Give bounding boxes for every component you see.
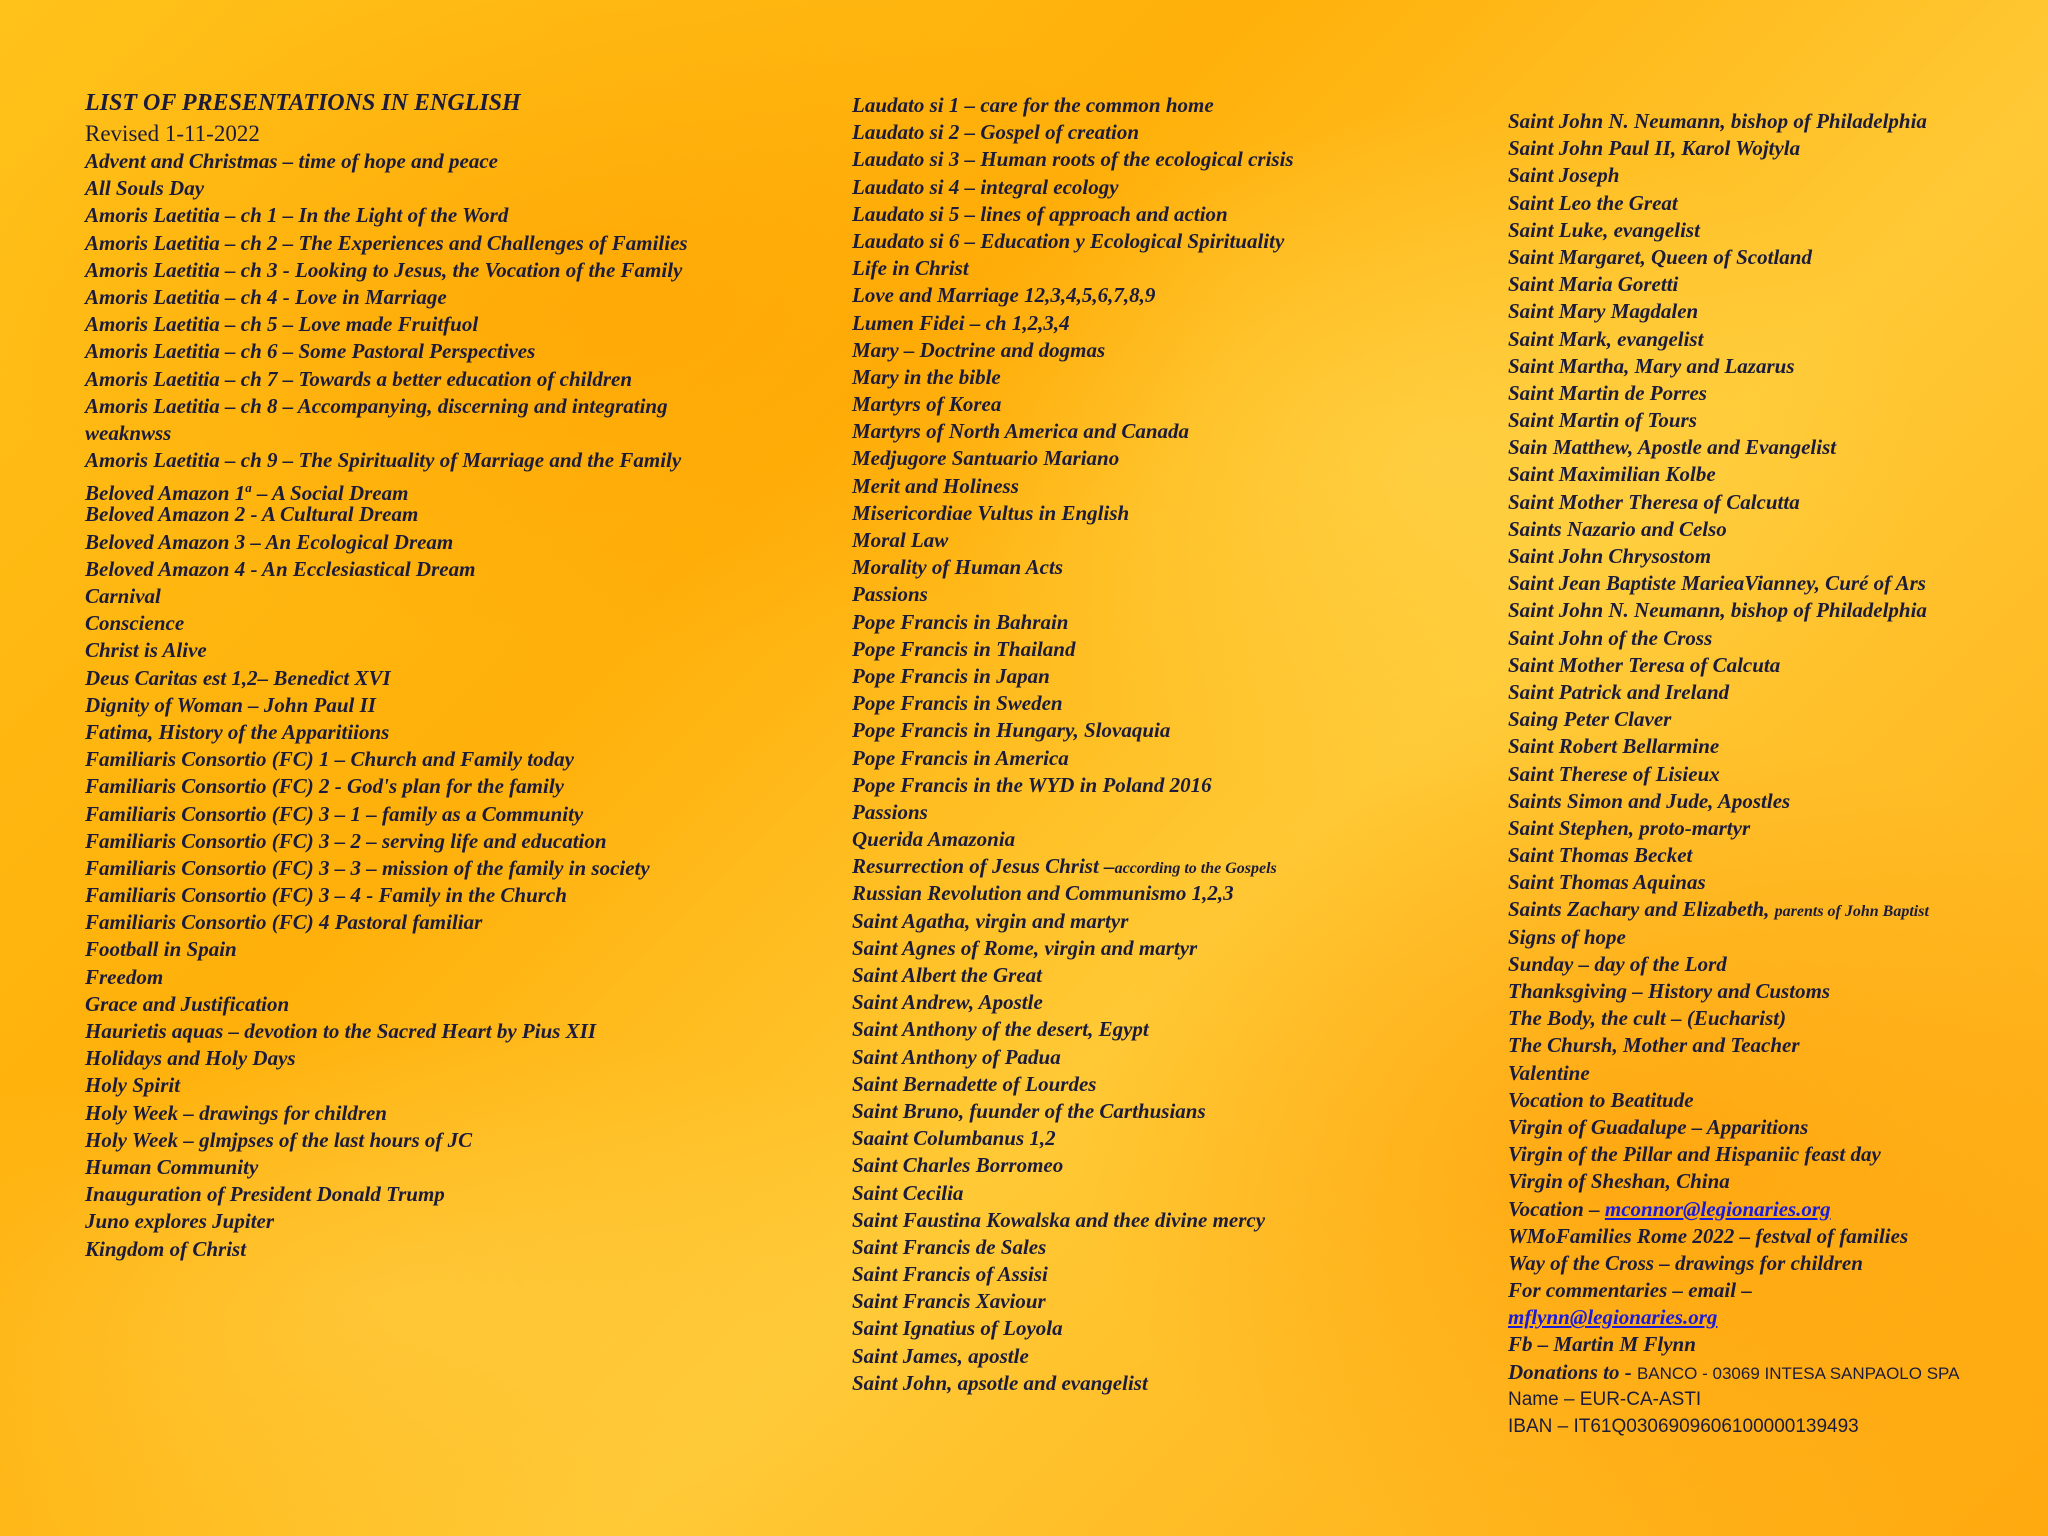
list-item: Valentine — [1508, 1060, 1590, 1085]
list-item: Laudato si 6 – Education y Ecological Spirituality — [852, 228, 1285, 253]
list-title: LIST OF PRESENTATIONS IN ENGLISH — [85, 90, 521, 116]
commentaries-email-line — [1508, 1304, 2028, 1331]
list-item: Amoris Laetitia – ch 4 - Love in Marriage — [85, 284, 447, 309]
list-item: Laudato si 1 – care for the common home — [852, 93, 1214, 117]
list-item: Merit and Holiness — [852, 473, 1019, 498]
list-item: Amoris Laetitia – ch 7 – Towards a better education of children — [85, 366, 632, 391]
list-item: Laudato si 5 – lines of approach and action — [852, 201, 1228, 226]
list-item: Amoris Laetitia – ch 8 – Accompanying, discerning and integrating — [85, 393, 668, 418]
list-item: Saint John N. Neumann, bishop of Philadelphia — [1508, 598, 1927, 623]
list-item-resurrection — [852, 853, 1372, 880]
list-item: Familiaris Consortio (FC) 4 Pastoral familiar — [85, 910, 483, 935]
list-item: Dignity of Woman – John Paul II — [85, 692, 376, 717]
amazon1-superscript: a — [245, 480, 252, 496]
list-item: Saint Mark, evangelist — [1508, 326, 1704, 351]
list-item: Saint Maximilian Kolbe — [1508, 462, 1716, 487]
list-item: Conscience — [85, 611, 185, 636]
list-item: weaknwss — [85, 420, 172, 445]
list-item: Saint Francis Xaviour — [852, 1289, 1046, 1314]
list-item: Martyrs of North America and Canada — [852, 419, 1190, 444]
list-item: Saint Albert the Great — [852, 963, 1042, 987]
list-item: Saint Margaret, Queen of Scotland — [1508, 244, 1812, 269]
list-item: Pope Francis in Thailand — [852, 636, 1076, 661]
zachary-text: Saints Zachary and Elizabeth, — [1508, 897, 1775, 922]
list-item: Virgin of the Pillar and Hispaniic feast day — [1508, 1142, 1881, 1167]
list-item: Fatima, History of the Apparitiions — [85, 719, 390, 744]
list-item: Familiaris Consortio (FC) 3 – 3 – mission of the family in society — [85, 855, 650, 880]
donations-bank: BANCO - 03069 INTESA SANPAOLO SPA — [1636, 1363, 1960, 1383]
list-item: Holy Week – drawings for children — [85, 1100, 387, 1125]
list-item: Saint Leo the Great — [1508, 190, 1678, 215]
list-item: Laudato si 4 – integral ecology — [852, 174, 1119, 199]
list-item: Querida Amazonia — [852, 827, 1016, 852]
list-item: Martyrs of Korea — [852, 392, 1002, 417]
list-item: Freedom — [85, 964, 164, 989]
list-item: Vocation to Beatitude — [1508, 1087, 1694, 1112]
list-item: Signs of hope — [1508, 924, 1626, 949]
list-item: Saint Mother Teresa of Calcuta — [1508, 652, 1781, 677]
list-item: Sain Matthew, Apostle and Evangelist — [1508, 435, 1837, 460]
list-item: Pope Francis in Sweden — [852, 691, 1063, 716]
list-item: Saint Bernadette of Lourdes — [852, 1071, 1097, 1096]
list-item: Pope Francis in Hungary, Slovaquia — [852, 718, 1171, 743]
list-item: Moral Law — [852, 528, 949, 552]
list-item: Saint John Paul II, Karol Wojtyla — [1508, 136, 1801, 161]
list-item: Life in Christ — [852, 256, 969, 281]
col1-list-b — [85, 501, 785, 1262]
list-item: Saint Martin of Tours — [1508, 408, 1697, 433]
list-item: Amoris Laetitia – ch 2 – The Experiences and Challenges of Families — [85, 230, 688, 255]
list-item: Advent and Christmas – time of hope and peace — [85, 149, 499, 173]
list-item: Beloved Amazon 3 – An Ecological Dream — [85, 529, 454, 554]
zachary-note: parents of John Baptist — [1774, 903, 1929, 921]
list-item: Medjugore Santuario Mariano — [852, 446, 1120, 471]
list-item: Saint Martin de Porres — [1508, 380, 1707, 405]
list-item: Human Community — [85, 1154, 259, 1179]
column-1 — [85, 88, 785, 1263]
list-item: Saint Thomas Aquinas — [1508, 870, 1706, 895]
list-item: Familiaris Consortio (FC) 1 – Church and Family today — [85, 747, 574, 772]
name-line: Name – EUR-CA-ASTI — [1508, 1388, 1702, 1410]
list-item: Saint Therese of Lisieux — [1508, 761, 1720, 786]
list-item: Saint Francis de Sales — [852, 1234, 1047, 1259]
list-item: Saint Joseph — [1508, 163, 1620, 188]
list-item: All Souls Day — [85, 176, 205, 201]
list-item: Saint Jean Baptiste MarieaVianney, Curé of Ars — [1508, 571, 1926, 596]
list-item-way-of-cross: Way of the Cross – drawings for children — [1508, 1250, 1863, 1275]
vocation-email-link[interactable]: mconnor@legionaries.org — [1604, 1196, 1831, 1221]
list-item: Virgin of Guadalupe – Apparitions — [1508, 1114, 1809, 1139]
list-item: Saint Bruno, fuunder of the Carthusians — [852, 1098, 1206, 1123]
list-item: Holidays and Holy Days — [85, 1046, 296, 1071]
list-item: The Body, the cult – (Eucharist) — [1508, 1006, 1787, 1031]
list-item: Saint Martha, Mary and Lazarus — [1508, 353, 1795, 378]
list-item: Saint Faustina Kowalska and thee divine mercy — [852, 1207, 1266, 1232]
list-item-beloved-amazon-1 — [85, 474, 785, 506]
column-3 — [1508, 108, 2028, 1440]
list-item: Saint Maria Goretti — [1508, 272, 1679, 297]
list-item: Russian Revolution and Communismo 1,2,3 — [852, 881, 1234, 906]
commentaries-email-link[interactable]: mflynn@legionaries.org — [1508, 1305, 1718, 1330]
resurrection-text: Resurrection of Jesus Christ – — [852, 854, 1115, 879]
col2-list-a — [852, 92, 1372, 853]
list-item: Saints Nazario and Celso — [1508, 516, 1727, 541]
list-item: Passions — [852, 582, 928, 607]
list-item: Saint Ignatius of Loyola — [852, 1316, 1063, 1341]
list-item: Saint Luke, evangelist — [1508, 217, 1700, 242]
list-item: Passions — [852, 799, 928, 824]
list-item: Saint Francis of Assisi — [852, 1262, 1048, 1287]
facebook-line: Fb – Martin M Flynn — [1508, 1332, 1696, 1357]
list-item: Christ is Alive — [85, 638, 207, 663]
list-item: Saint Thomas Becket — [1508, 843, 1693, 868]
list-item: Pope Francis in Bahrain — [852, 609, 1069, 634]
list-item: Amoris Laetitia – ch 5 – Love made Fruitfuol — [85, 312, 479, 337]
list-item: Familiaris Consortio (FC) 3 – 2 – serving life and education — [85, 828, 607, 853]
list-item: Saint Charles Borromeo — [852, 1153, 1064, 1178]
list-item: Saint John of the Cross — [1508, 625, 1713, 650]
list-item: Familiaris Consortio (FC) 2 - God's plan for the family — [85, 774, 564, 799]
list-item: Familiaris Consortio (FC) 3 – 1 – family as a Community — [85, 801, 584, 826]
list-item-zachary — [1508, 896, 2028, 923]
list-item: Saint Robert Bellarmine — [1508, 734, 1720, 759]
list-item: Saint James, apostle — [852, 1343, 1029, 1368]
list-item: Sunday – day of the Lord — [1508, 951, 1727, 976]
list-item: Saints Simon and Jude, Apostles — [1508, 788, 1791, 813]
list-item: Amoris Laetitia – ch 9 – The Spirituality of Marriage and the Family — [85, 448, 682, 473]
list-item: Morality of Human Acts — [852, 555, 1063, 580]
vocation-label: Vocation – — [1508, 1196, 1605, 1221]
list-item: Saint Cecilia — [852, 1180, 964, 1205]
donations-label: Donations to - — [1508, 1359, 1637, 1384]
list-item: Saaint Columbanus 1,2 — [852, 1126, 1056, 1151]
amazon1-subtitle: – A Social Dream — [251, 481, 409, 506]
iban-line: IBAN – IT61Q0306909606100000139493 — [1508, 1416, 1859, 1437]
list-item: Love and Marriage 12,3,4,5,6,7,8,9 — [852, 283, 1156, 308]
list-item: Kingdom of Christ — [85, 1236, 247, 1261]
list-item-wmof: WMoFamilies Rome 2022 – festval of families — [1508, 1223, 1909, 1248]
list-item: Inauguration of President Donald Trump — [85, 1182, 445, 1207]
list-item: Mary in the bible — [852, 364, 1001, 389]
list-item: Holy Spirit — [85, 1073, 181, 1098]
revised-date: Revised 1-11-2022 — [85, 121, 260, 146]
list-item: Saing Peter Claver — [1508, 707, 1672, 732]
col2-list-b — [852, 880, 1372, 1397]
list-item: Holy Week – glmjpses of the last hours of JC — [85, 1127, 473, 1152]
resurrection-note: according to the Gospels — [1114, 860, 1277, 878]
list-item: Mary – Doctrine and dogmas — [852, 337, 1106, 362]
list-item: Juno explores Jupiter — [85, 1209, 275, 1234]
list-item: Grace and Justification — [85, 991, 290, 1016]
list-item: Saint Agnes of Rome, virgin and martyr — [852, 935, 1198, 960]
list-item: Amoris Laetitia – ch 1 – In the Light of the Word — [85, 203, 509, 228]
donations-line — [1508, 1359, 2028, 1386]
amazon1-text: Beloved Amazon 1 — [85, 481, 246, 506]
list-item: Saint Andrew, Apostle — [852, 990, 1043, 1015]
list-item: Laudato si 2 – Gospel of creation — [852, 120, 1139, 145]
list-item: Saint John Chrysostom — [1508, 544, 1712, 568]
list-item: Saint Stephen, proto-martyr — [1508, 815, 1751, 840]
list-item: Haurietis aquas – devotion to the Sacred Heart by Pius XII — [85, 1019, 597, 1043]
list-item: Saint John, apsotle and evangelist — [852, 1370, 1148, 1395]
list-item: Saint Mother Theresa of Calcutta — [1508, 489, 1800, 514]
col1-list-a — [85, 148, 785, 474]
list-item: Saint Anthony of the desert, Egypt — [852, 1017, 1149, 1042]
list-item: Pope Francis in Japan — [852, 663, 1050, 688]
list-item: Pope Francis in the WYD in Poland 2016 — [852, 772, 1212, 797]
vocation-contact — [1508, 1196, 2028, 1223]
list-item: Laudato si 3 – Human roots of the ecological crisis — [852, 147, 1294, 172]
list-item: Pope Francis in America — [852, 745, 1069, 770]
list-item: Lumen Fidei – ch 1,2,3,4 — [852, 310, 1070, 335]
list-item: Saint Agatha, virgin and martyr — [852, 908, 1129, 933]
list-item: Thanksgiving – History and Customs — [1508, 979, 1831, 1003]
list-item: Saint Anthony of Padua — [852, 1044, 1061, 1069]
list-item: Saint Mary Magdalen — [1508, 299, 1699, 324]
list-item: Beloved Amazon 4 - An Ecclesiastical Dream — [85, 556, 476, 581]
list-item: Familiaris Consortio (FC) 3 – 4 - Family in the Church — [85, 883, 567, 908]
list-item: Virgin of Sheshan, China — [1508, 1169, 1730, 1194]
list-item: The Chursh, Mother and Teacher — [1508, 1033, 1800, 1058]
list-item: Saint John N. Neumann, bishop of Philadelphia — [1508, 109, 1927, 133]
col3-list-a — [1508, 108, 2028, 896]
commentaries-label: For commentaries – email – — [1508, 1278, 1752, 1303]
list-item: Amoris Laetitia – ch 3 - Looking to Jesus, the Vocation of the Family — [85, 257, 683, 282]
list-item: Saint Patrick and Ireland — [1508, 679, 1730, 704]
list-item: Deus Caritas est 1,2– Benedict XVI — [85, 665, 391, 690]
list-item: Amoris Laetitia – ch 6 – Some Pastoral Perspectives — [85, 339, 536, 364]
list-item: Football in Spain — [85, 937, 237, 962]
col3-list-b — [1508, 924, 2028, 1196]
list-item: Carnival — [85, 584, 161, 608]
list-item: Misericordiae Vultus in English — [852, 500, 1130, 525]
column-2 — [852, 92, 1372, 1397]
list-item: Beloved Amazon 2 - A Cultural Dream — [85, 502, 419, 527]
